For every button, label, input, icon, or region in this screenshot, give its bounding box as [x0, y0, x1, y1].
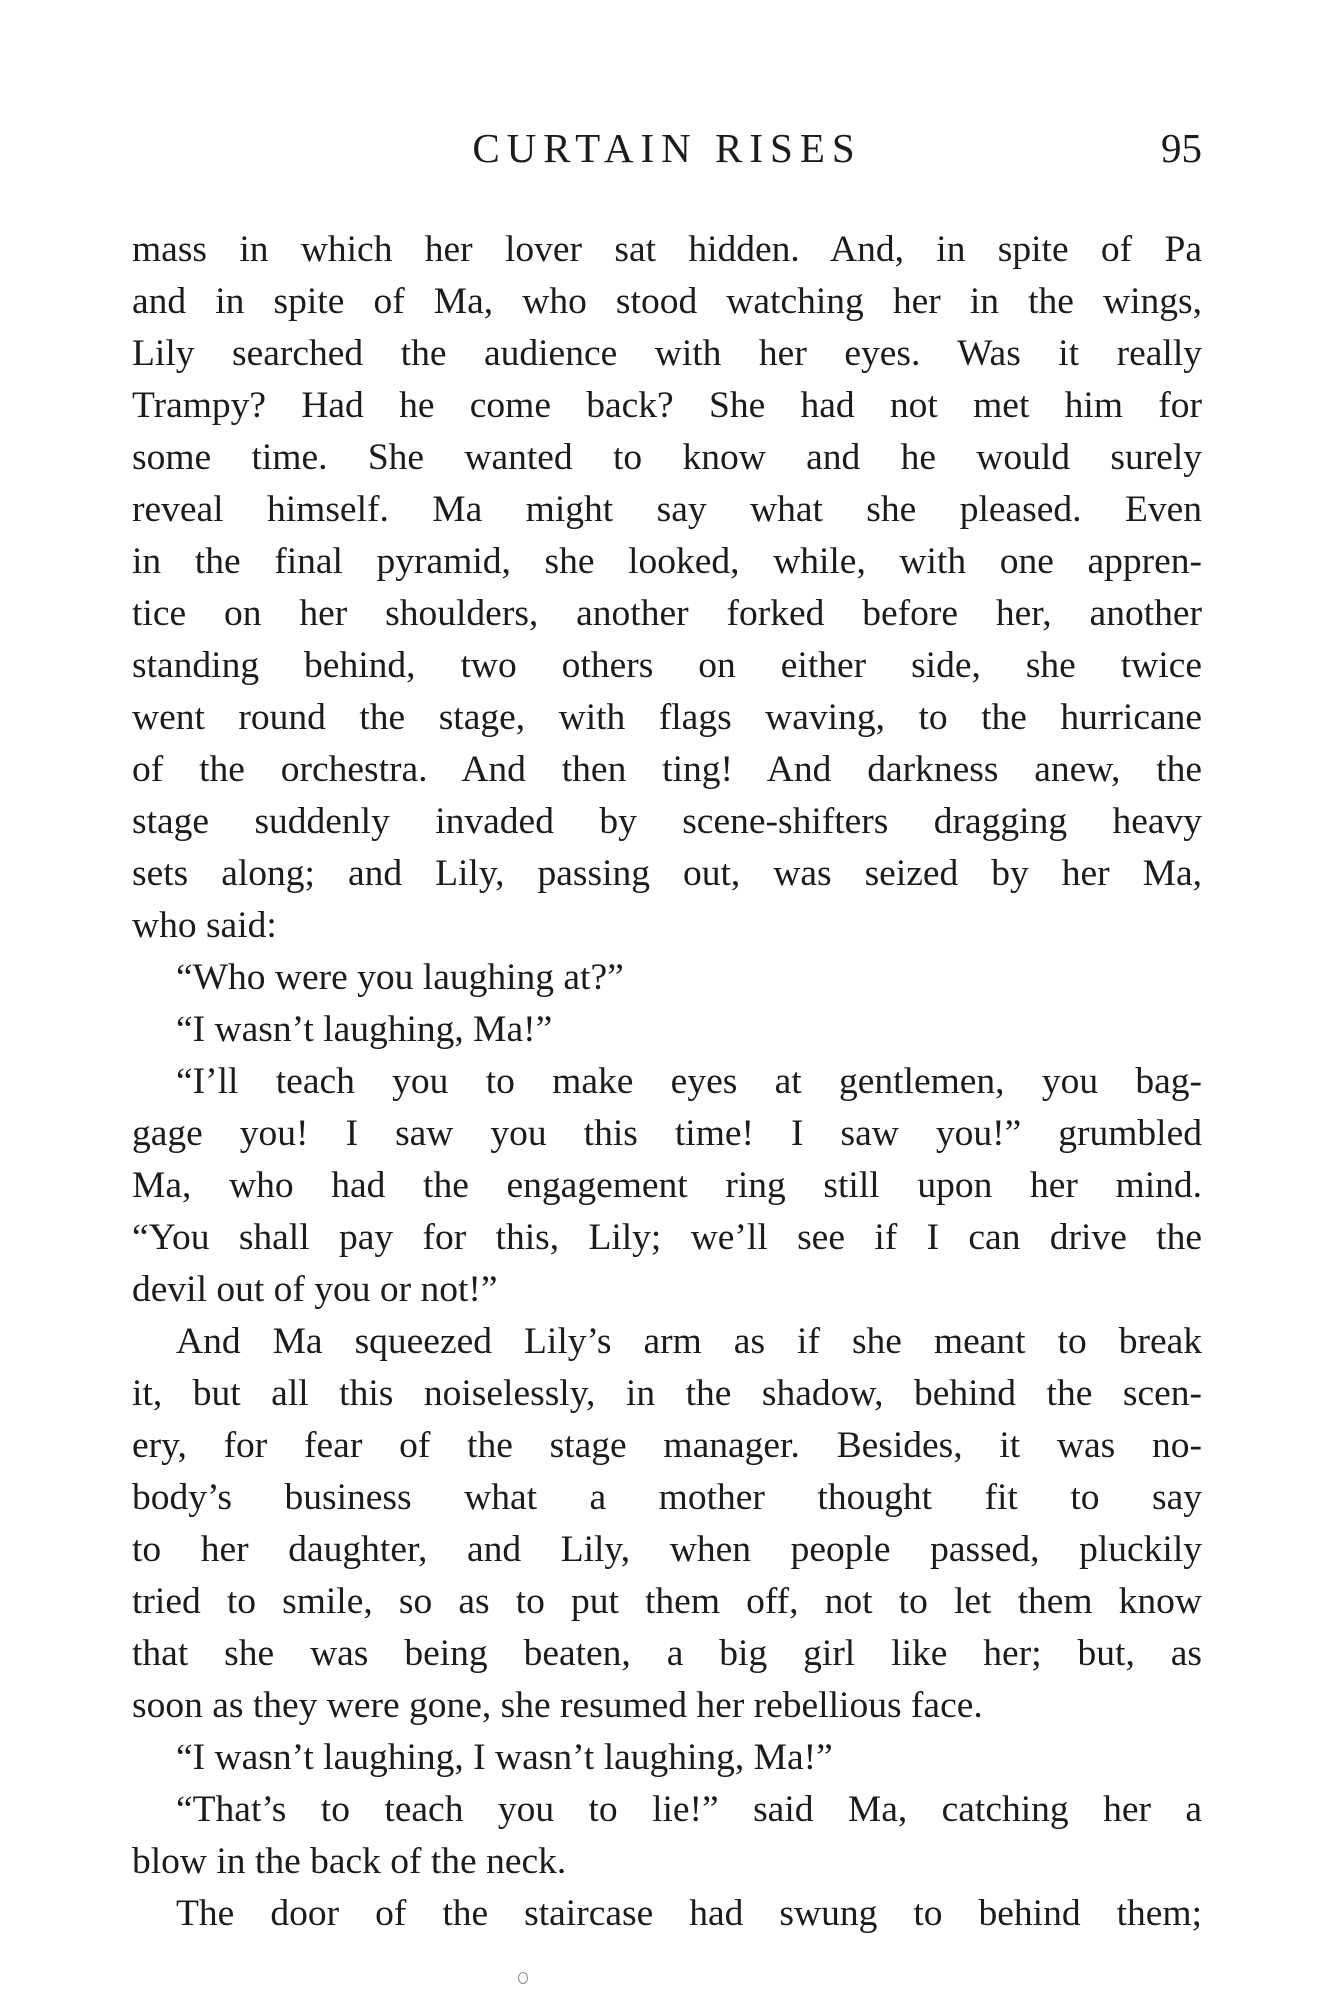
dialogue-line: “I wasn’t laughing, Ma!”: [176, 1009, 553, 1050]
text-line: soon as they were gone, she resumed her rebellious face.: [132, 1685, 983, 1726]
paragraph-start-line: The door of the staircase had swung to behind them;: [176, 1893, 1202, 1934]
text-line: standing behind, two others on either side, she twice: [132, 645, 1202, 686]
running-title: CURTAIN RISES: [472, 125, 862, 171]
text-line: tice on her shoulders, another forked before her, another: [132, 593, 1202, 634]
text-line: Lily searched the audience with her eyes. Was it really: [132, 333, 1202, 374]
dialogue-line: “I’ll teach you to make eyes at gentlemen, you bag-: [176, 1061, 1202, 1102]
text-line: who said:: [132, 905, 277, 946]
text-line: in the final pyramid, she looked, while, with one appren-: [132, 541, 1202, 582]
dialogue-line: “That’s to teach you to lie!” said Ma, catching her a: [176, 1789, 1202, 1830]
text-line: mass in which her lover sat hidden. And, in spite of Pa: [132, 229, 1202, 270]
dialogue-line: “I wasn’t laughing, I wasn’t laughing, Ma!”: [176, 1737, 833, 1778]
running-head: [132, 118, 1202, 178]
text-line: it, but all this noiselessly, in the shadow, behind the scen-: [132, 1373, 1202, 1414]
text-line: tried to smile, so as to put them off, not to let them know: [132, 1581, 1202, 1622]
dialogue-line: “Who were you laughing at?”: [176, 957, 624, 998]
text-line: Ma, who had the engagement ring still upon her mind.: [132, 1165, 1202, 1206]
text-line: stage suddenly invaded by scene-shifters dragging heavy: [132, 801, 1202, 842]
text-line: devil out of you or not!”: [132, 1269, 498, 1310]
text-line: some time. She wanted to know and he would surely: [132, 437, 1202, 478]
text-line: and in spite of Ma, who stood watching her in the wings,: [132, 281, 1202, 322]
text-line: blow in the back of the neck.: [132, 1841, 567, 1882]
text-line: gage you! I saw you this time! I saw you!” grumbled: [132, 1113, 1202, 1154]
printer-mark: [518, 1972, 528, 1984]
text-line: reveal himself. Ma might say what she pleased. Even: [132, 489, 1202, 530]
text-line: ery, for fear of the stage manager. Besides, it was no-: [132, 1425, 1202, 1466]
text-line: body’s business what a mother thought fit to say: [132, 1477, 1202, 1518]
text-line: “You shall pay for this, Lily; we’ll see if I can drive the: [132, 1217, 1202, 1258]
text-line: to her daughter, and Lily, when people passed, pluckily: [132, 1529, 1202, 1570]
text-line: of the orchestra. And then ting! And darkness anew, the: [132, 749, 1202, 790]
text-line: that she was being beaten, a big girl like her; but, as: [132, 1633, 1202, 1674]
text-line: went round the stage, with flags waving, to the hurricane: [132, 697, 1202, 738]
body-text: [132, 224, 1202, 1940]
text-line: Trampy? Had he come back? She had not met him for: [132, 385, 1202, 426]
text-line: sets along; and Lily, passing out, was seized by her Ma,: [132, 853, 1202, 894]
paragraph-start-line: And Ma squeezed Lily’s arm as if she meant to break: [176, 1321, 1202, 1362]
page-number: 95: [1161, 125, 1202, 171]
